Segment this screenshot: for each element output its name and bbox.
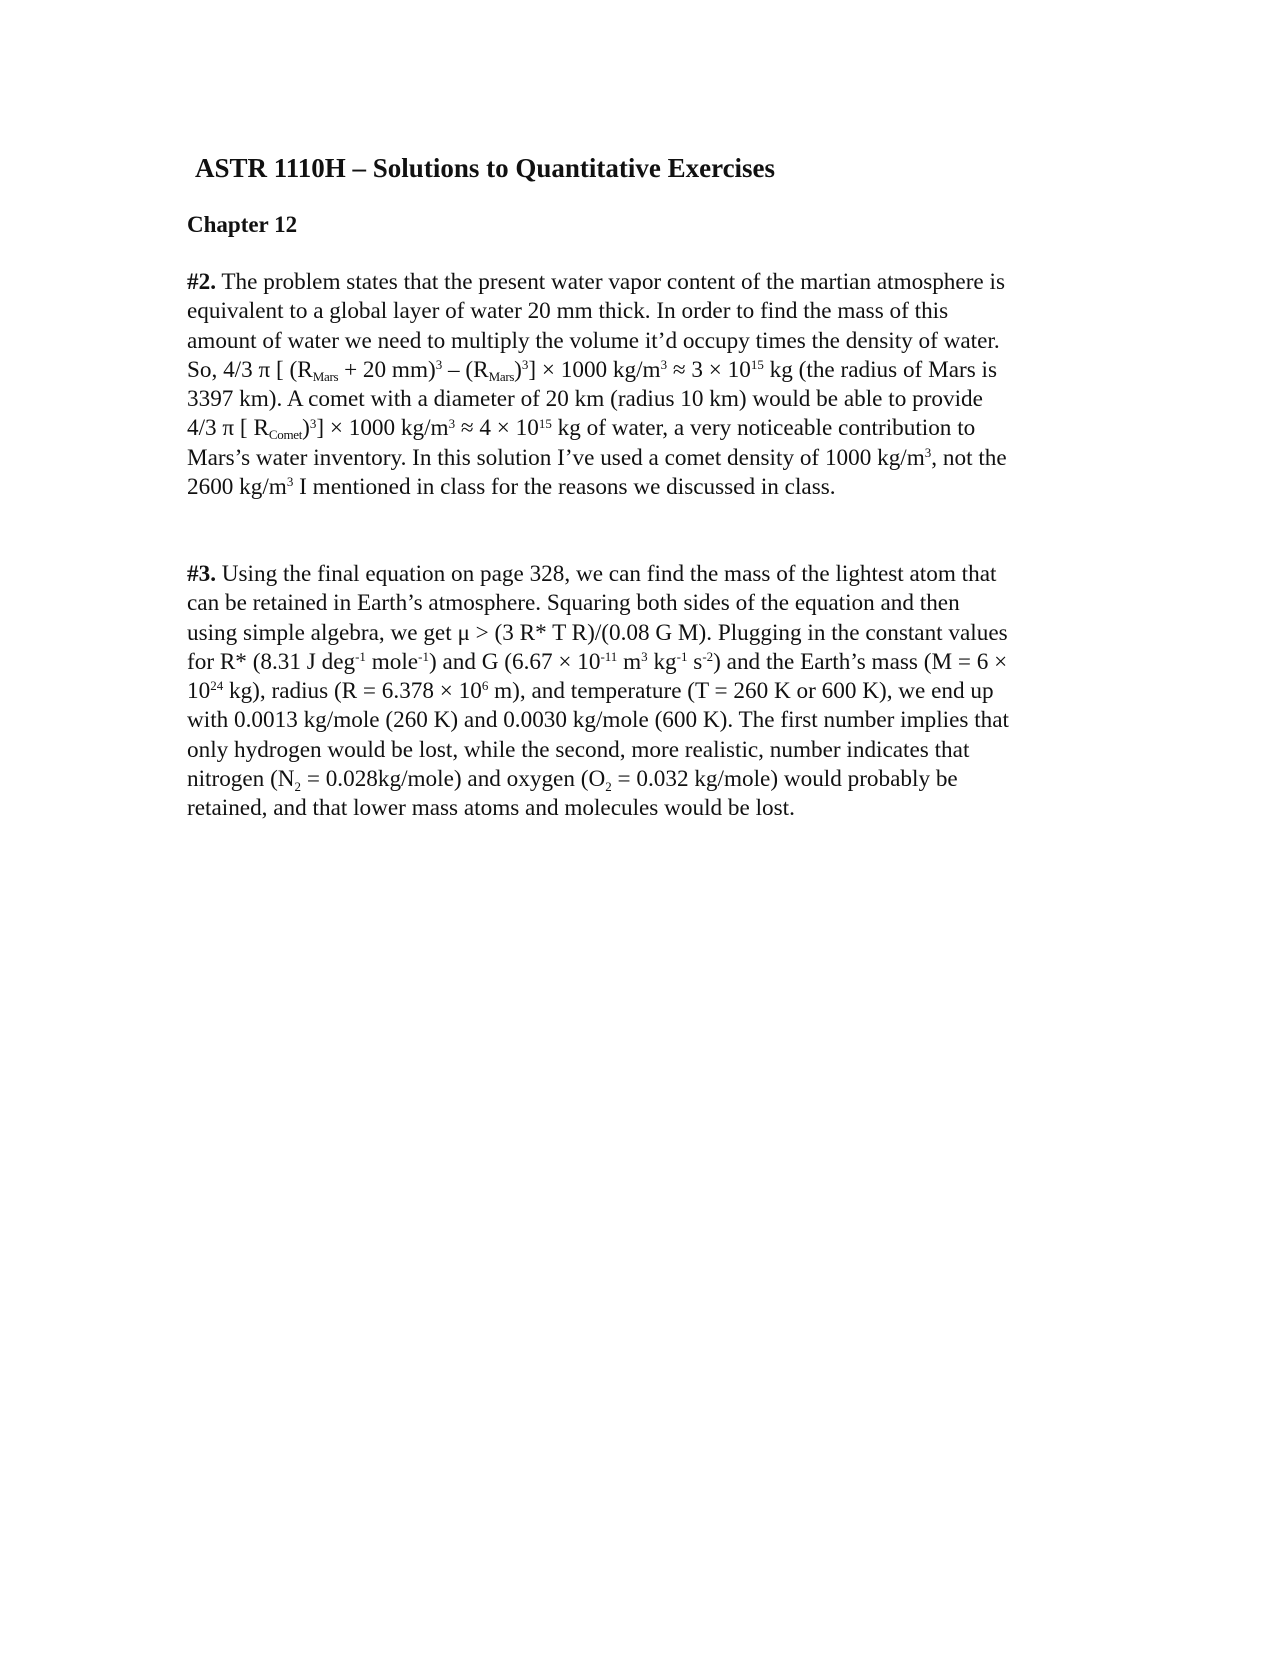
text-line: amount of water we need to multiply the volume it’d occupy times the density of water. <box>187 327 1000 354</box>
superscript: 3 <box>660 357 668 373</box>
text-line: nitrogen ($N_2$ = 0.028kg/mole) and oxygen ($O_2 = 0.032$ kg/mole) would probably be <box>187 766 958 794</box>
problem-number: #2. <box>187 269 216 295</box>
superscript: 3 <box>521 357 529 373</box>
superscript: 24 <box>210 678 224 694</box>
text-line: 4/3 π [ RComet)$^3$] × 1000 $kg/m^3 \approx 4 \times 10^{15}$ kg of water, a very noticeable contribution to <box>187 415 976 443</box>
text-line: #3. Using the final equation on page 328, we can find the mass of the lightest atom that <box>187 561 997 587</box>
text-line: $10^{24}$ kg), radius ($R = 6.378 \times 10^6$ m), and temperature (T = 260 K or 600 K), we end up <box>187 678 994 705</box>
text-line: with 0.0013 kg/mole (260 K) and 0.0030 kg/mole (600 K). The first number implies that <box>187 707 1009 734</box>
document-title: ASTR 1110H – Solutions to Quantitative Exercises <box>195 153 776 183</box>
superscript: -1 <box>676 649 688 665</box>
subscript: Mars <box>488 368 515 384</box>
superscript: 3 <box>309 415 317 431</box>
text-line: So, 4/3 π [ (RMars + 20 mm)$^3$ – (RMars)$^3$] × 1000 $kg/m^3 \approx 3 \times 10^{15}$ kg (the radius of Mars is <box>187 356 997 384</box>
superscript: 3 <box>286 474 294 490</box>
superscript: 3 <box>435 357 443 373</box>
text-line: equivalent to a global layer of water 20 mm thick. In order to find the mass of this <box>187 298 949 325</box>
text-line: 3397 km). A comet with a diameter of 20 km (radius 10 km) would be able to provide <box>187 386 983 413</box>
text-line: retained, and that lower mass atoms and molecules would be lost. <box>187 795 795 822</box>
problem-number: #3. <box>187 561 216 587</box>
superscript: -1 <box>355 649 366 665</box>
superscript: -2 <box>702 649 714 665</box>
text-line: Mars’s water inventory. In this solution I’ve used a comet density of 1000 $kg/m^3$, not the <box>187 444 1007 471</box>
superscript: 3 <box>641 649 648 665</box>
text-line: can be retained in Earth’s atmosphere. Squaring both sides of the equation and then <box>187 590 960 617</box>
subscript: 2 <box>294 778 302 794</box>
superscript: 3 <box>924 444 932 460</box>
chapter-heading: Chapter 12 <box>187 212 298 237</box>
superscript: 15 <box>538 415 552 431</box>
superscript: 15 <box>750 357 764 373</box>
text-line: 2600 $kg/m^3$ I mentioned in class for the reasons we discussed in class. <box>187 474 836 501</box>
subscript: Comet <box>268 427 303 443</box>
text-line: for R* (8.31 J deg$^{-1}$ mole$^{-1}$) and G ($6.67 \times 10^{-11}$ $m^3$ $kg^{-1}$ $s^{-2}$) and the Earth’s mass (M = 6 × <box>187 648 1008 675</box>
subscript: 2 <box>605 778 612 794</box>
text-line: using simple algebra, we get μ > (3 R* T R)/(0.08 G M). Plugging in the constant values <box>187 619 1008 646</box>
superscript: -1 <box>418 649 429 665</box>
text-line: only hydrogen would be lost, while the second, more realistic, number indicates that <box>187 736 970 763</box>
superscript: 3 <box>448 415 456 431</box>
superscript: -11 <box>600 649 618 665</box>
superscript: 6 <box>481 678 489 694</box>
text-line: #2. The problem states that the present water vapor content of the martian atmosphere is <box>187 269 1005 295</box>
solution-problem-2 <box>187 268 1087 502</box>
solution-problem-3 <box>187 560 1087 824</box>
subscript: Mars <box>312 368 339 384</box>
